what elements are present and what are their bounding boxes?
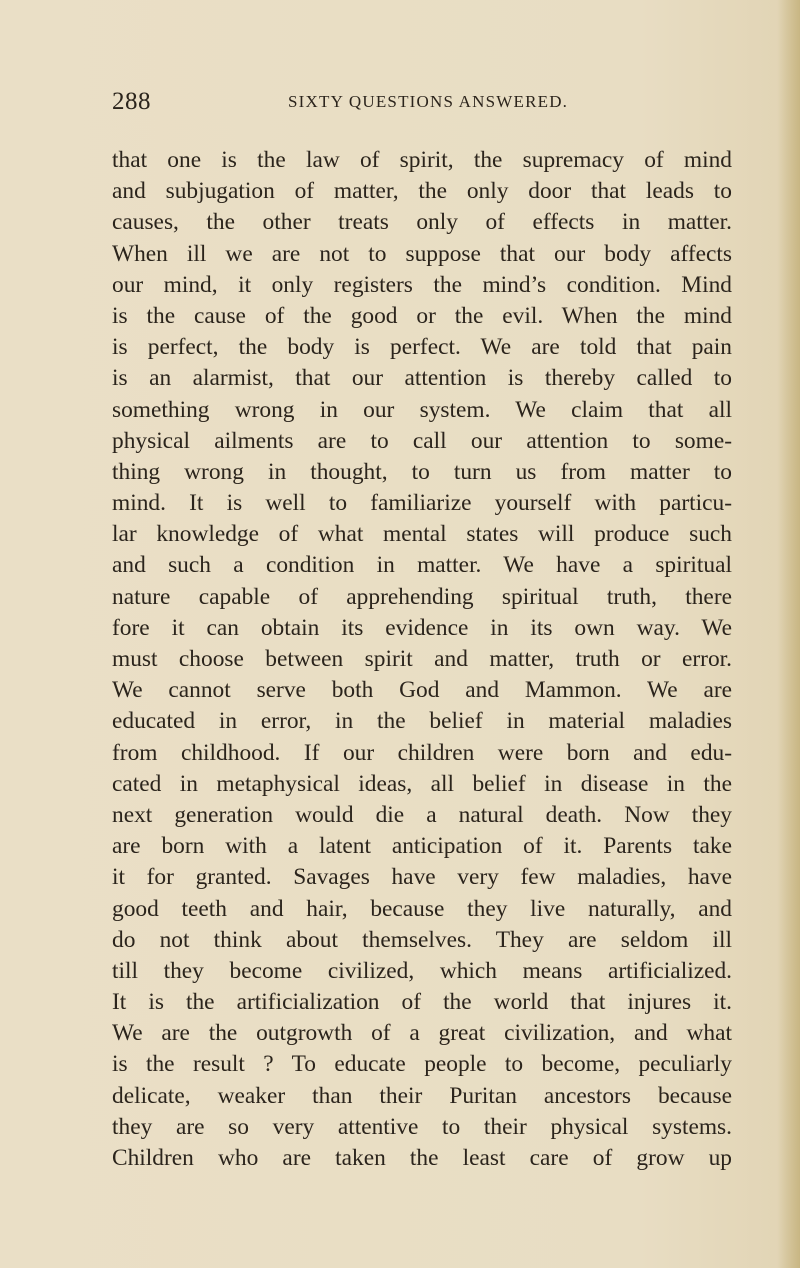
text-line: physical ailments are to call our attention to some- (112, 427, 732, 454)
body-text (112, 145, 732, 1174)
page-edge-shadow (778, 0, 800, 1268)
text-line: It is the artificialization of the world that injures it. (112, 989, 732, 1016)
text-line: causes, the other treats only of effects in matter. (112, 209, 732, 236)
text-line: must choose between spirit and matter, truth or error. (112, 646, 732, 672)
text-line: Children who are taken the least care of grow up (112, 1145, 732, 1171)
text-line: good teeth and hair, because they live naturally, and (112, 895, 732, 922)
text-line: and subjugation of matter, the only door that leads to (112, 178, 732, 205)
text-line: fore it can obtain its evidence in its own way. We (112, 614, 732, 641)
text-line: from childhood. If our children were born and edu- (112, 739, 732, 766)
page-header (112, 88, 692, 122)
text-line: that one is the law of spirit, the supremacy of mind (112, 147, 732, 173)
text-line: We are the outgrowth of a great civilization, and what (112, 1020, 732, 1047)
text-line: is an alarmist, that our attention is thereby called to (112, 365, 732, 392)
text-line: lar knowledge of what mental states will produce such (112, 521, 732, 548)
text-line: delicate, weaker than their Puritan ancestors because (112, 1082, 732, 1109)
text-line: is the cause of the good or the evil. When the mind (112, 302, 732, 329)
text-line: When ill we are not to suppose that our body affects (112, 240, 732, 267)
text-line: till they become civilized, which means artificialized. (112, 957, 732, 984)
text-line: next generation would die a natural death. Now they (112, 801, 732, 828)
text-line: is the result ? To educate people to become, peculiarly (112, 1051, 732, 1078)
page-number: 288 (112, 88, 151, 115)
text-line: and such a condition in matter. We have a spiritual (112, 552, 732, 579)
text-line: something wrong in our system. We claim that all (112, 396, 732, 423)
text-line: cated in metaphysical ideas, all belief in disease in the (112, 770, 732, 797)
text-line: they are so very attentive to their physical systems. (112, 1113, 732, 1140)
text-line: educated in error, in the belief in material maladies (112, 708, 732, 735)
text-line: We cannot serve both God and Mammon. We are (112, 677, 732, 704)
running-title: SIXTY QUESTIONS ANSWERED. (288, 92, 569, 111)
text-line: nature capable of apprehending spiritual truth, there (112, 583, 732, 610)
text-line: is perfect, the body is perfect. We are told that pain (112, 334, 732, 361)
text-line: our mind, it only registers the mind’s condition. Mind (112, 271, 732, 298)
text-line: are born with a latent anticipation of it. Parents take (112, 833, 732, 860)
text-line: thing wrong in thought, to turn us from matter to (112, 458, 732, 485)
text-line: do not think about themselves. They are seldom ill (112, 926, 732, 953)
text-line: mind. It is well to familiarize yourself with particu- (112, 490, 732, 517)
text-line: it for granted. Savages have very few maladies, have (112, 864, 732, 891)
